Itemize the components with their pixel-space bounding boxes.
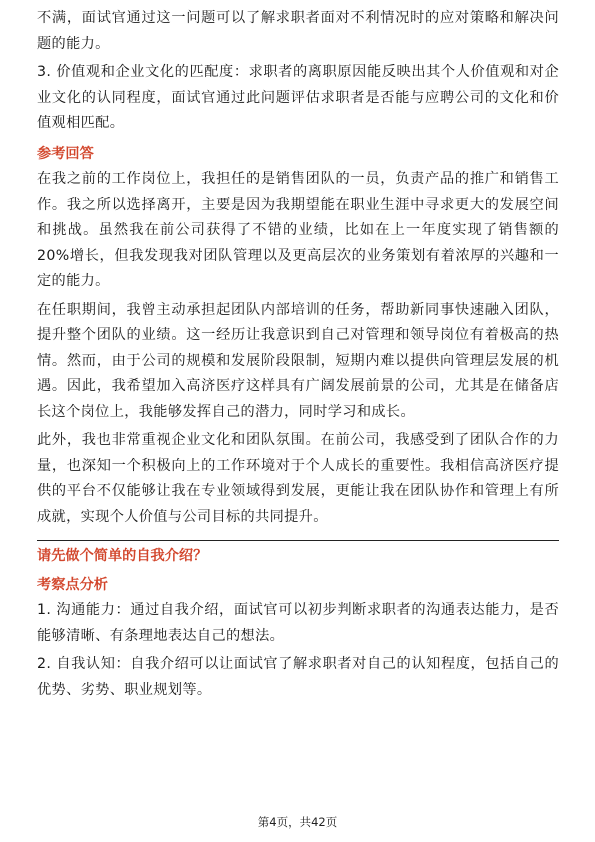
page-content — [37, 6, 559, 703]
analysis-point-3: 3. 价值观和企业文化的匹配度：求职者的离职原因能反映出其个人价值观和对企业文化的认同程度，面试官通过此问题评估求职者是否能与应聘公司的文化和价值观相匹配。 — [37, 64, 559, 131]
answer-paragraph-1: 在我之前的工作岗位上，我担任的是销售团队的一员，负责产品的推广和销售工作。我之所以选择离开，主要是因为我期望能在职业生涯中寻求更大的发展空间和挑战。虽然我在前公司获得了不错的业绩，比如在上一年度实现了销售额的20%增长，但我发现我对团队管理以及更高层次的业务策划有着浓厚的兴趣和一定的能力。 — [37, 171, 559, 289]
answer-paragraph-2: 在任职期间，我曾主动承担起团队内部培训的任务，帮助新同事快速融入团队，提升整个团队的业绩。这一经历让我意识到自己对管理和领导岗位有着极高的热情。然而，由于公司的规模和发展阶段限制，短期内难以提供向管理层发展的机遇。因此，我希望加入高济医疗这样具有广阔发展前景的公司，尤其是在储备店长这个岗位上，我能够发挥自己的潜力，同时学习和成长。 — [37, 301, 559, 420]
answer-paragraph-3: 此外，我也非常重视企业文化和团队氛围。在前公司，我感受到了团队合作的力量，也深知一个积极向上的工作环境对于个人成长的重要性。我相信高济医疗提供的平台不仅能够让我在专业领域得到发展，更能让我在团队协作和管理上有所成就，实现个人价值与公司目标的共同提升。 — [37, 432, 559, 525]
section-divider — [37, 540, 559, 541]
page-number-footer: 第4页，共42页 — [257, 815, 338, 829]
question-point-1: 1. 沟通能力：通过自我介绍，面试官可以初步判断求职者的沟通表达能力，是否能够清晰、有条理地表达自己的想法。 — [37, 602, 559, 644]
question-heading: 请先做个简单的自我介绍？ — [37, 548, 208, 564]
question-point-2: 2. 自我认知：自我介绍可以让面试官了解求职者对自己的认知程度，包括自己的优势、劣势、职业规划等。 — [37, 656, 559, 698]
intro-continuation: 不满，面试官通过这一问题可以了解求职者面对不利情况时的应对策略和解决问题的能力。 — [37, 10, 559, 52]
reference-answer-heading: 参考回答 — [37, 145, 94, 162]
analysis-heading: 考察点分析 — [37, 576, 108, 593]
